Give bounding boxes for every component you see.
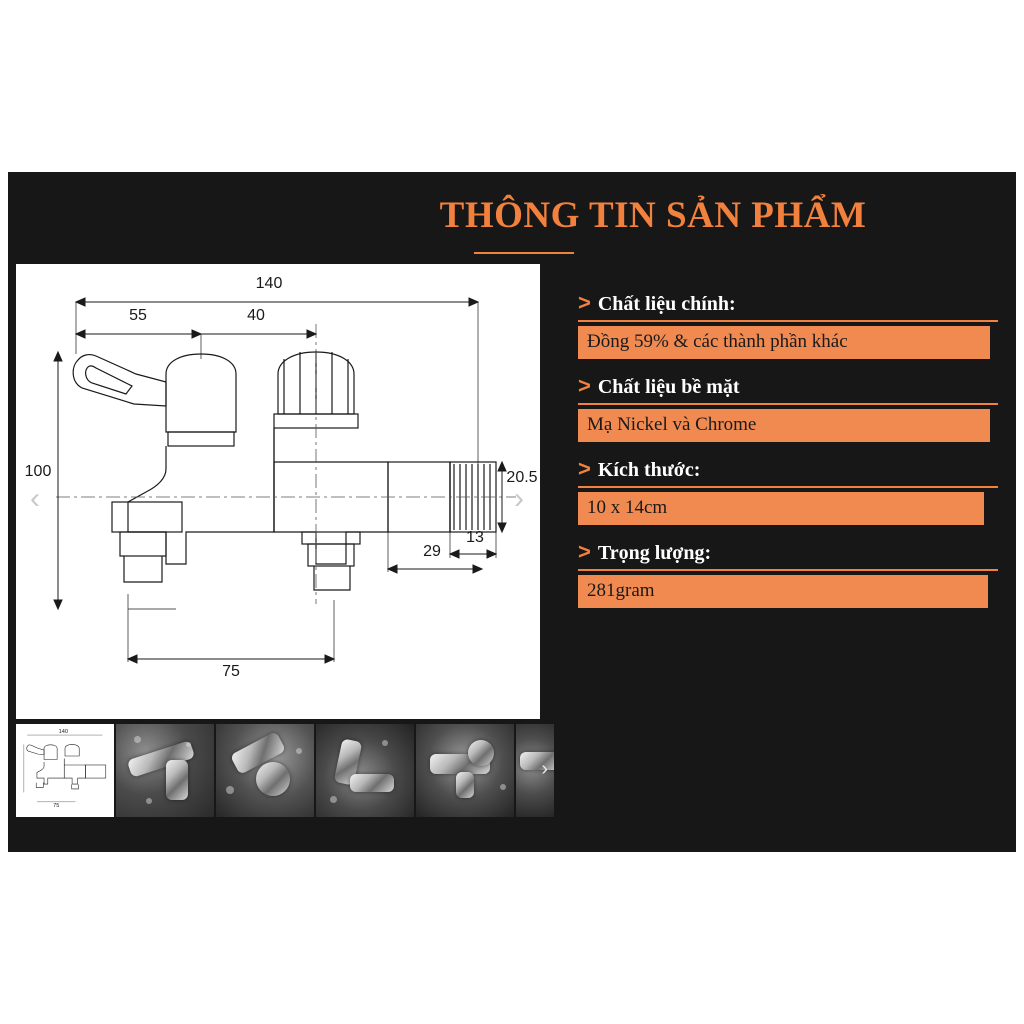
title-divider xyxy=(474,252,574,254)
spec-label: Chất liệu bề mặt xyxy=(597,376,740,398)
thumbnail-strip xyxy=(16,724,554,817)
dim-outlet: 20.5 xyxy=(506,469,538,486)
spec-item-surface-material xyxy=(578,375,998,442)
spec-item-dimensions xyxy=(578,458,998,525)
chevron-right-icon: > xyxy=(578,539,591,564)
product-info-panel xyxy=(8,172,1016,852)
spec-divider xyxy=(578,403,998,405)
thumbnail-product-photo-5[interactable] xyxy=(516,724,554,817)
main-product-image[interactable] xyxy=(16,264,540,719)
thumbnail-product-photo-4[interactable] xyxy=(416,724,514,817)
chevron-right-icon: > xyxy=(578,456,591,481)
thumbnail-drawing-svg xyxy=(16,724,114,817)
spec-value: Đồng 59% & các thành phần khác xyxy=(578,326,990,359)
spec-divider xyxy=(578,320,998,322)
thumbnail-next-arrow[interactable]: › xyxy=(541,758,548,780)
spec-label: Trọng lượng: xyxy=(597,542,712,564)
svg-text:140: 140 xyxy=(58,728,68,735)
dim-height: 100 xyxy=(24,463,52,480)
thumbnail-product-photo-2[interactable] xyxy=(216,724,314,817)
dim-spout-offset: 29 xyxy=(423,543,441,560)
spec-value: 281gram xyxy=(578,575,988,608)
gallery-prev-arrow[interactable]: ‹ xyxy=(30,482,40,515)
spec-divider xyxy=(578,569,998,571)
svg-text:75: 75 xyxy=(53,803,60,810)
thumbnail-product-photo-1[interactable] xyxy=(116,724,214,817)
spec-list xyxy=(578,292,998,624)
technical-drawing-svg xyxy=(16,264,540,719)
dim-thread: 13 xyxy=(466,529,484,546)
spec-value: Mạ Nickel và Chrome xyxy=(578,409,990,442)
spec-value: 10 x 14cm xyxy=(578,492,984,525)
spec-divider xyxy=(578,486,998,488)
chevron-right-icon: > xyxy=(578,290,591,315)
spec-label: Chất liệu chính: xyxy=(597,293,736,315)
chevron-right-icon: > xyxy=(578,373,591,398)
thumbnail-technical-drawing[interactable] xyxy=(16,724,114,817)
dim-overall-width: 140 xyxy=(255,275,283,292)
gallery-next-arrow[interactable]: › xyxy=(514,482,524,515)
spec-item-weight xyxy=(578,541,998,608)
dim-left-segment: 55 xyxy=(129,307,147,324)
thumbnail-product-photo-3[interactable] xyxy=(316,724,414,817)
spec-item-main-material xyxy=(578,292,998,359)
spec-label: Kích thước: xyxy=(597,459,701,481)
dim-body-length: 75 xyxy=(222,663,240,680)
dim-mid-segment: 40 xyxy=(247,307,265,324)
page-title: THÔNG TIN SẢN PHẨM xyxy=(439,195,867,236)
